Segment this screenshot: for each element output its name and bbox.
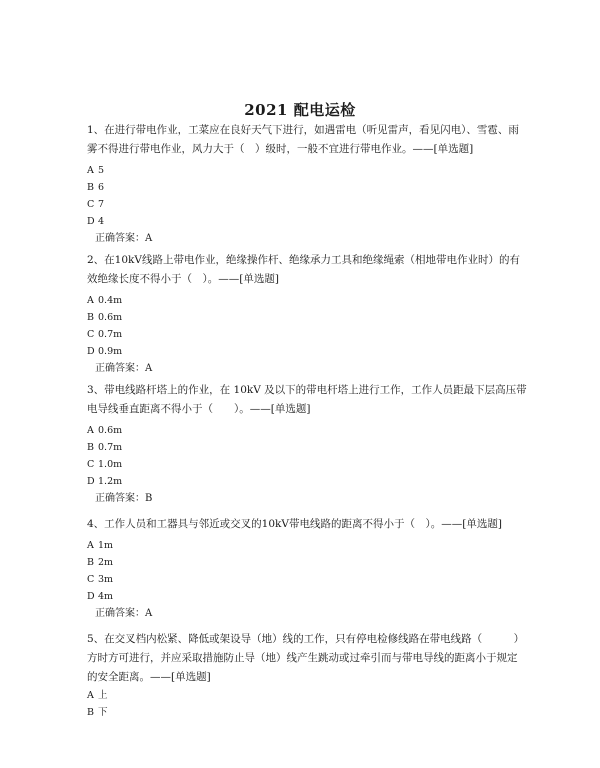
option-c <box>87 456 527 473</box>
question-stem: 3、带电线路杆塔上的作业，在 10kV 及以下的带电杆塔上进行工作，工作人员距最下层高压带电导线垂直距离不得小于（ ）。——[单选题] <box>87 384 527 415</box>
option-letter: D <box>87 476 95 487</box>
option-text: 0.9m <box>98 346 123 357</box>
option-list <box>87 292 527 360</box>
option-text: 1.2m <box>98 476 123 487</box>
option-d <box>87 473 527 490</box>
option-letter: A <box>87 425 94 436</box>
question-1 <box>87 121 527 247</box>
option-letter: A <box>87 165 94 176</box>
document-title: 2021 配电运检 <box>244 101 356 119</box>
option-a <box>87 422 527 439</box>
option-text: 7 <box>98 199 105 210</box>
option-text: 3m <box>98 574 114 585</box>
option-text: 4m <box>98 591 114 602</box>
option-letter: C <box>87 459 95 470</box>
option-text: 2m <box>98 557 114 568</box>
option-letter: D <box>87 591 95 602</box>
option-text: 0.6m <box>98 425 123 436</box>
answer-prefix: 正确答案： <box>95 493 145 504</box>
answer-value: A <box>145 233 153 244</box>
option-text: 0.4m <box>98 295 123 306</box>
option-letter: B <box>87 442 94 453</box>
option-letter: A <box>87 540 94 551</box>
option-text: 5 <box>98 165 105 176</box>
option-a <box>87 162 527 179</box>
option-text: 1m <box>98 540 114 551</box>
option-letter: C <box>87 574 95 585</box>
answer-prefix: 正确答案： <box>95 608 145 619</box>
option-c <box>87 196 527 213</box>
option-letter: B <box>87 312 94 323</box>
option-text: 下 <box>98 707 108 718</box>
option-text: 0.7m <box>98 442 123 453</box>
option-letter: A <box>87 295 94 306</box>
option-c <box>87 571 527 588</box>
option-text: 6 <box>98 182 105 193</box>
option-letter: A <box>87 690 94 701</box>
option-d <box>87 213 527 230</box>
option-letter: C <box>87 199 95 210</box>
option-list <box>87 537 527 605</box>
answer-value: A <box>145 363 153 374</box>
option-text: 1.0m <box>98 459 123 470</box>
answer-value: B <box>145 493 153 504</box>
correct-answer <box>87 360 527 377</box>
option-a <box>87 687 527 704</box>
option-c <box>87 326 527 343</box>
option-text: 0.7m <box>98 329 123 340</box>
option-letter: B <box>87 182 94 193</box>
option-letter: B <box>87 557 94 568</box>
option-b <box>87 704 527 721</box>
option-letter: D <box>87 346 95 357</box>
answer-value: A <box>145 608 153 619</box>
question-stem: 4、工作人员和工器具与邻近或交叉的10kV带电线路的距离不得小于（ ）。——[单选题] <box>87 518 502 530</box>
option-letter: D <box>87 216 95 227</box>
option-text: 0.6m <box>98 312 123 323</box>
question-stem: 2、在10kV线路上带电作业，绝缘操作杆、绝缘承力工具和绝缘绳索（相地带电作业时）的有效绝缘长度不得小于（ ）。——[单选题] <box>87 254 520 285</box>
option-list <box>87 162 527 230</box>
option-letter: B <box>87 707 94 718</box>
question-stem: 1、在进行带电作业，工菜应在良好天气下进行，如遇雷电（听见雷声，看见闪电）、雪雹、雨雾不得进行带电作业，风力大于（ ）级时，一般不宜进行带电作业。——[单选题] <box>87 124 519 155</box>
option-a <box>87 292 527 309</box>
option-d <box>87 343 527 360</box>
option-list <box>87 687 527 721</box>
option-text: 4 <box>98 216 105 227</box>
option-letter: C <box>87 329 95 340</box>
correct-answer <box>87 490 527 507</box>
option-text: 上 <box>98 690 108 701</box>
correct-answer <box>87 605 527 622</box>
question-stem: 5、在交叉档内松紧、降低或架设导（地）线的工作，只有停电检修线路在带电线路（ ）方时方可进行，并应采取措施防止导（地）线产生跳动或过牵引而与带电导线的距离小于规定的安全距离。——[单选题] <box>87 633 525 683</box>
option-d <box>87 588 527 605</box>
option-a <box>87 537 527 554</box>
option-list <box>87 422 527 490</box>
option-b <box>87 179 527 196</box>
option-b <box>87 309 527 326</box>
answer-prefix: 正确答案： <box>95 233 145 244</box>
question-3 <box>87 381 527 507</box>
question-2 <box>87 251 527 377</box>
option-b <box>87 439 527 456</box>
option-b <box>87 554 527 571</box>
question-5 <box>87 630 527 721</box>
correct-answer <box>87 230 527 247</box>
answer-prefix: 正确答案： <box>95 363 145 374</box>
question-4 <box>87 515 527 622</box>
